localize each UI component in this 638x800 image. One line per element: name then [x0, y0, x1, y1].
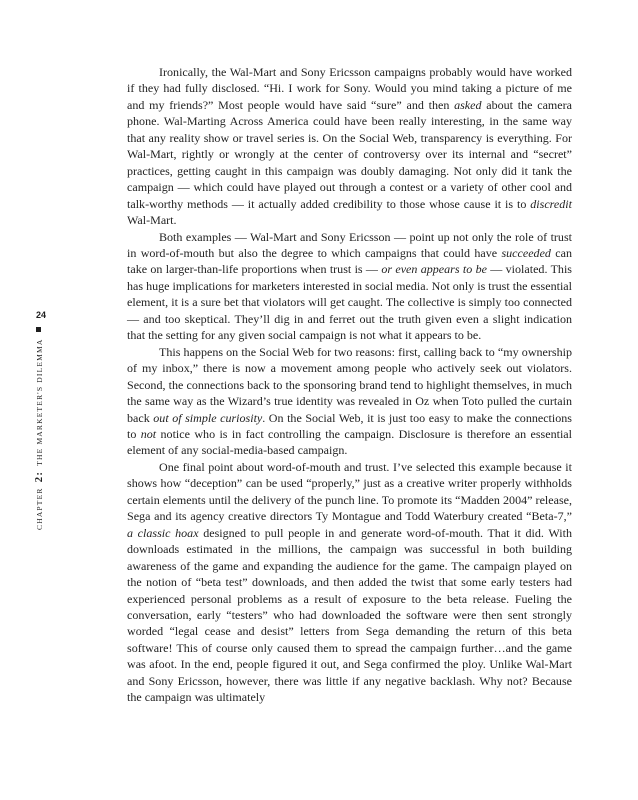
text-run: notice who is in fact controlling the campaign. Disclosure is therefore an essential element of any social-media-based campaign. [127, 426, 572, 458]
italic-run: a classic hoax [127, 525, 199, 540]
text-run: . On the Social Web, it is just too easy to make the connections to [127, 410, 572, 441]
body-text [127, 64, 572, 706]
italic-run: out of simple curiosity [153, 410, 263, 425]
text-run: Ironically, the Wal-Mart and Sony Ericsson campaigns probably would have worked if they had fully disclosed. “Hi. I work for Sony. Would you mind taking a picture of me and my friends?” Most people would have said “sure” and then [127, 65, 572, 112]
text-run: can take on larger-than-life proportions when trust is — [127, 245, 572, 277]
text-run: One final point about word-of-mouth and trust. I’ve selected this example because it shows how “deception” can be used “properly,” just as a creative writer properly withholds certain elements until the delivery of the punch line. To promote its “Madden 2004” release, Sega and its agency creative directors Ty Montague and Todd Waterbury created “Beta-7,” [127, 459, 572, 524]
text-run: This happens on the Social Web for two reasons: first, calling back to “my ownership of my inbox,” there is now a movement among people who actively seek out violators. Second, the connections back to the sponsoring brand tend to highlight themselves, in much the same way as the Wizard’s true identity was revealed in Oz when Toto pulled the curtain back [127, 344, 572, 425]
running-head [33, 327, 45, 530]
running-head-chapter-word: CHAPTER [35, 487, 44, 530]
page-number: 24 [35, 310, 46, 320]
italic-run: discredit [530, 196, 572, 211]
running-head-chapter-number: 2: [33, 470, 45, 483]
paragraph [127, 459, 572, 706]
paragraph [127, 64, 572, 229]
paragraph [127, 344, 572, 459]
running-head-title: THE MARKETER'S DILEMMA [35, 338, 44, 466]
text-run: designed to pull people in and generate word-of-mouth. That it did. With downloads estimated in the millions, the campaign was successful in both building awareness of the game and expanding the audience for the game. The campaign played on the notion of “beta test” downloads, and then added the twist that some early testers had experienced personal problems as a result of exposure to the beta release. Fueling the conversation, early “testers” who had downloaded the software were then sent strongly worded “legal cease and desist” letters from Sega demanding the return of this beta software! This of course only caused them to spread the campaign further…and the game was afoot. In the end, people figured it out, and Sega confirmed the ploy. Unlike Wal-Mart and Sony Ericsson, however, there was little if any negative backlash. Why not? Because the campaign was ultimately [127, 525, 572, 705]
square-bullet-icon [36, 327, 41, 332]
paragraph [127, 229, 572, 344]
page-margin [27, 310, 55, 530]
text-run: — violated. This has huge implications for marketers interested in social media. Not only is trust the essential element, it is a sure bet that violators will get caught. The collective is simply too connected — and too skeptical. They’ll dig in and ferret out the truth given even a slight indication that the setting for any given social campaign is not what it appears to be. [127, 262, 572, 343]
italic-run: or even appears to be [381, 262, 487, 277]
italic-run: succeeded [501, 245, 551, 260]
italic-run: not [140, 426, 157, 441]
text-run: about the camera phone. Wal-Marting Across America could have been really interesting, in the same way that any reality show or travel series is. On the Social Web, transparency is everything. For Wal-Mart, rightly or wrongly at the center of controversy over its internal and “secret” practices, getting caught in this campaign was doubly damaging. Not only did it tank the campaign — which could have played out through a contest or a variety of other cool and talk-worthy methods — it actually added credibility to those whose cause it is to [127, 97, 572, 211]
text-run: Both examples — Wal-Mart and Sony Ericsson — point up not only the role of trust in word-of-mouth but also the degree to which campaigns that could have [127, 229, 572, 260]
italic-run: asked [454, 97, 482, 112]
text-run: Wal-Mart. [127, 213, 177, 228]
